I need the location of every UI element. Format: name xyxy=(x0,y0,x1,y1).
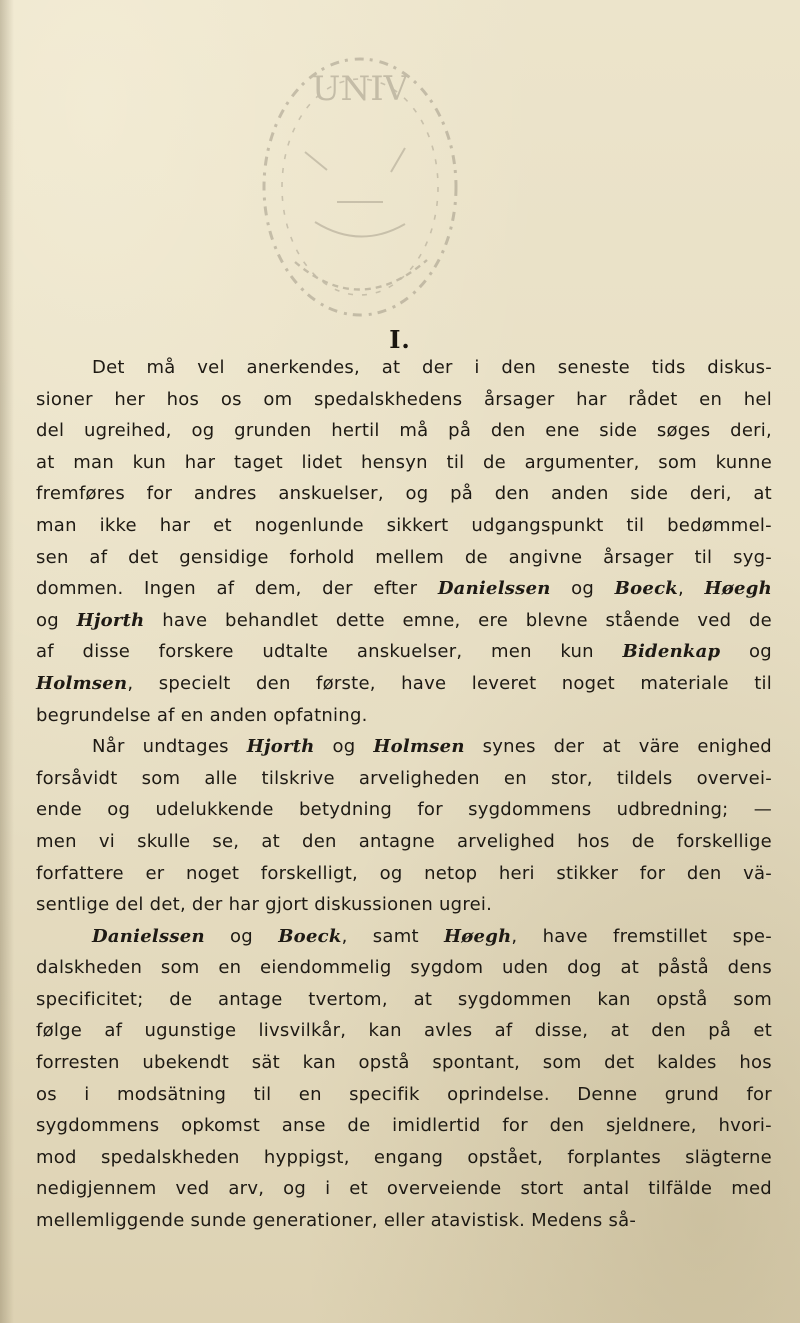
text-run: man ikke har et nogenlunde sikkert udgangspunkt til bedømmel- xyxy=(36,514,772,536)
author-name: Høegh xyxy=(444,925,512,947)
text-line xyxy=(36,1173,772,1205)
text-line xyxy=(36,1205,772,1237)
author-name: Holmsen xyxy=(36,672,128,694)
text-run: følge af ugunstige livsvilkår, kan avles af disse, at den på et xyxy=(36,1020,773,1042)
text-run: forfattere er noget forskelligt, og netop heri stikker for den vä- xyxy=(36,862,772,884)
text-line xyxy=(36,605,772,637)
text-run: og xyxy=(749,641,772,663)
text-run: , have fremstillet spe- xyxy=(511,925,772,947)
text-run: og xyxy=(332,736,356,758)
text-run: at man kun har taget lidet hensyn til de argumenter, som kunne xyxy=(36,451,773,473)
text-run: os i modsätning til en specifik oprindelse. Denne grund for xyxy=(36,1083,772,1105)
text-run: og xyxy=(230,925,253,947)
section-number: I. xyxy=(389,325,411,354)
body-text xyxy=(36,352,772,1237)
paragraph xyxy=(36,921,772,1237)
text-line xyxy=(36,510,772,542)
page-gutter-shadow xyxy=(0,0,14,1323)
text-line xyxy=(36,921,772,953)
text-line xyxy=(36,1110,772,1142)
text-run: dalskheden som en eiendommelig sygdom uden dog at påstå dens xyxy=(36,957,772,979)
text-line xyxy=(36,573,772,605)
text-line xyxy=(36,889,772,921)
stamp-lettering: UNIV xyxy=(311,69,409,109)
text-line xyxy=(36,794,772,826)
text-line xyxy=(36,447,772,479)
text-run: synes der at väre enighed xyxy=(482,736,772,758)
text-line xyxy=(36,478,772,510)
author-name: Hjorth xyxy=(76,609,145,631)
text-run: Det må vel anerkendes, at der i den seneste tids diskus- xyxy=(92,357,773,378)
text-run: have behandlet dette emne, ere blevne stående ved de xyxy=(162,609,772,631)
text-run: mod spedalskheden hyppigst, engang opstået, forplantes slägterne xyxy=(36,1146,772,1168)
author-name: Holmsen xyxy=(373,736,465,758)
text-line xyxy=(36,668,772,700)
text-run: sentlige del det, der har gjort diskussionen ugrei. xyxy=(36,894,493,916)
text-line xyxy=(36,415,772,447)
text-line xyxy=(36,952,772,984)
text-run: af disse forskere udtalte anskuelser, men kun xyxy=(36,641,594,663)
text-line xyxy=(36,731,772,763)
text-run: del ugreihed, og grunden hertil må på den ene side søges deri, xyxy=(36,420,773,442)
author-name: Hjorth xyxy=(246,736,315,758)
text-run: mellemliggende sunde generationer, eller atavistisk. Medens så- xyxy=(36,1210,637,1232)
author-name: Bidenkap xyxy=(622,641,721,663)
text-line xyxy=(36,384,772,416)
text-line xyxy=(36,1079,772,1111)
text-run: , specielt den første, have leveret noget materiale til xyxy=(127,672,773,694)
text-run: nedigjennem ved arv, og i et overveiende stort antal tilfälde med xyxy=(36,1178,772,1200)
text-run: , xyxy=(678,578,684,600)
text-line xyxy=(36,1015,772,1047)
text-run: dommen. Ingen af dem, der efter xyxy=(36,578,418,600)
text-run: men vi skulle se, at den antagne arvelighed hos de forskellige xyxy=(36,830,772,852)
text-run: sioner her hos os om spedalskhedens årsager har rådet en hel xyxy=(36,388,772,410)
text-run: specificitet; de antage tvertom, at sygdommen kan opstå som xyxy=(36,988,772,1010)
text-line xyxy=(36,352,772,384)
text-run: og xyxy=(36,609,59,631)
library-stamp xyxy=(245,42,475,332)
author-name: Boeck xyxy=(278,925,342,947)
text-run: begrundelse af en anden opfatning. xyxy=(36,704,368,726)
text-run: forsåvidt som alle tilskrive arveligheden en stor, tildels overvei- xyxy=(36,767,772,789)
text-run: sygdommens opkomst anse de imidlertid for den sjeldnere, hvori- xyxy=(36,1115,772,1137)
text-line xyxy=(36,763,772,795)
text-run: , samt xyxy=(341,925,419,947)
author-name: Danielssen xyxy=(437,578,551,600)
author-name: Danielssen xyxy=(92,925,205,947)
paragraph xyxy=(36,352,772,731)
text-run: og xyxy=(571,578,595,600)
text-line xyxy=(36,858,772,890)
text-run: forresten ubekendt sät kan opstå spontant, som det kaldes hos xyxy=(36,1052,772,1074)
text-line xyxy=(36,826,772,858)
text-run: sen af det gensidige forhold mellem de angivne årsager til syg- xyxy=(36,546,773,568)
text-line xyxy=(36,700,772,732)
text-line xyxy=(36,1047,772,1079)
text-line xyxy=(36,636,772,668)
text-line xyxy=(36,542,772,574)
text-run: Når undtages xyxy=(92,736,229,758)
text-line xyxy=(36,984,772,1016)
author-name: Boeck xyxy=(614,578,679,600)
text-line xyxy=(36,1142,772,1174)
text-run: fremføres for andres anskuelser, og på den anden side deri, at xyxy=(36,483,772,505)
text-run: ende og udelukkende betydning for sygdommens udbredning; — xyxy=(36,799,772,821)
paragraph xyxy=(36,731,772,921)
author-name: Høegh xyxy=(704,578,772,600)
